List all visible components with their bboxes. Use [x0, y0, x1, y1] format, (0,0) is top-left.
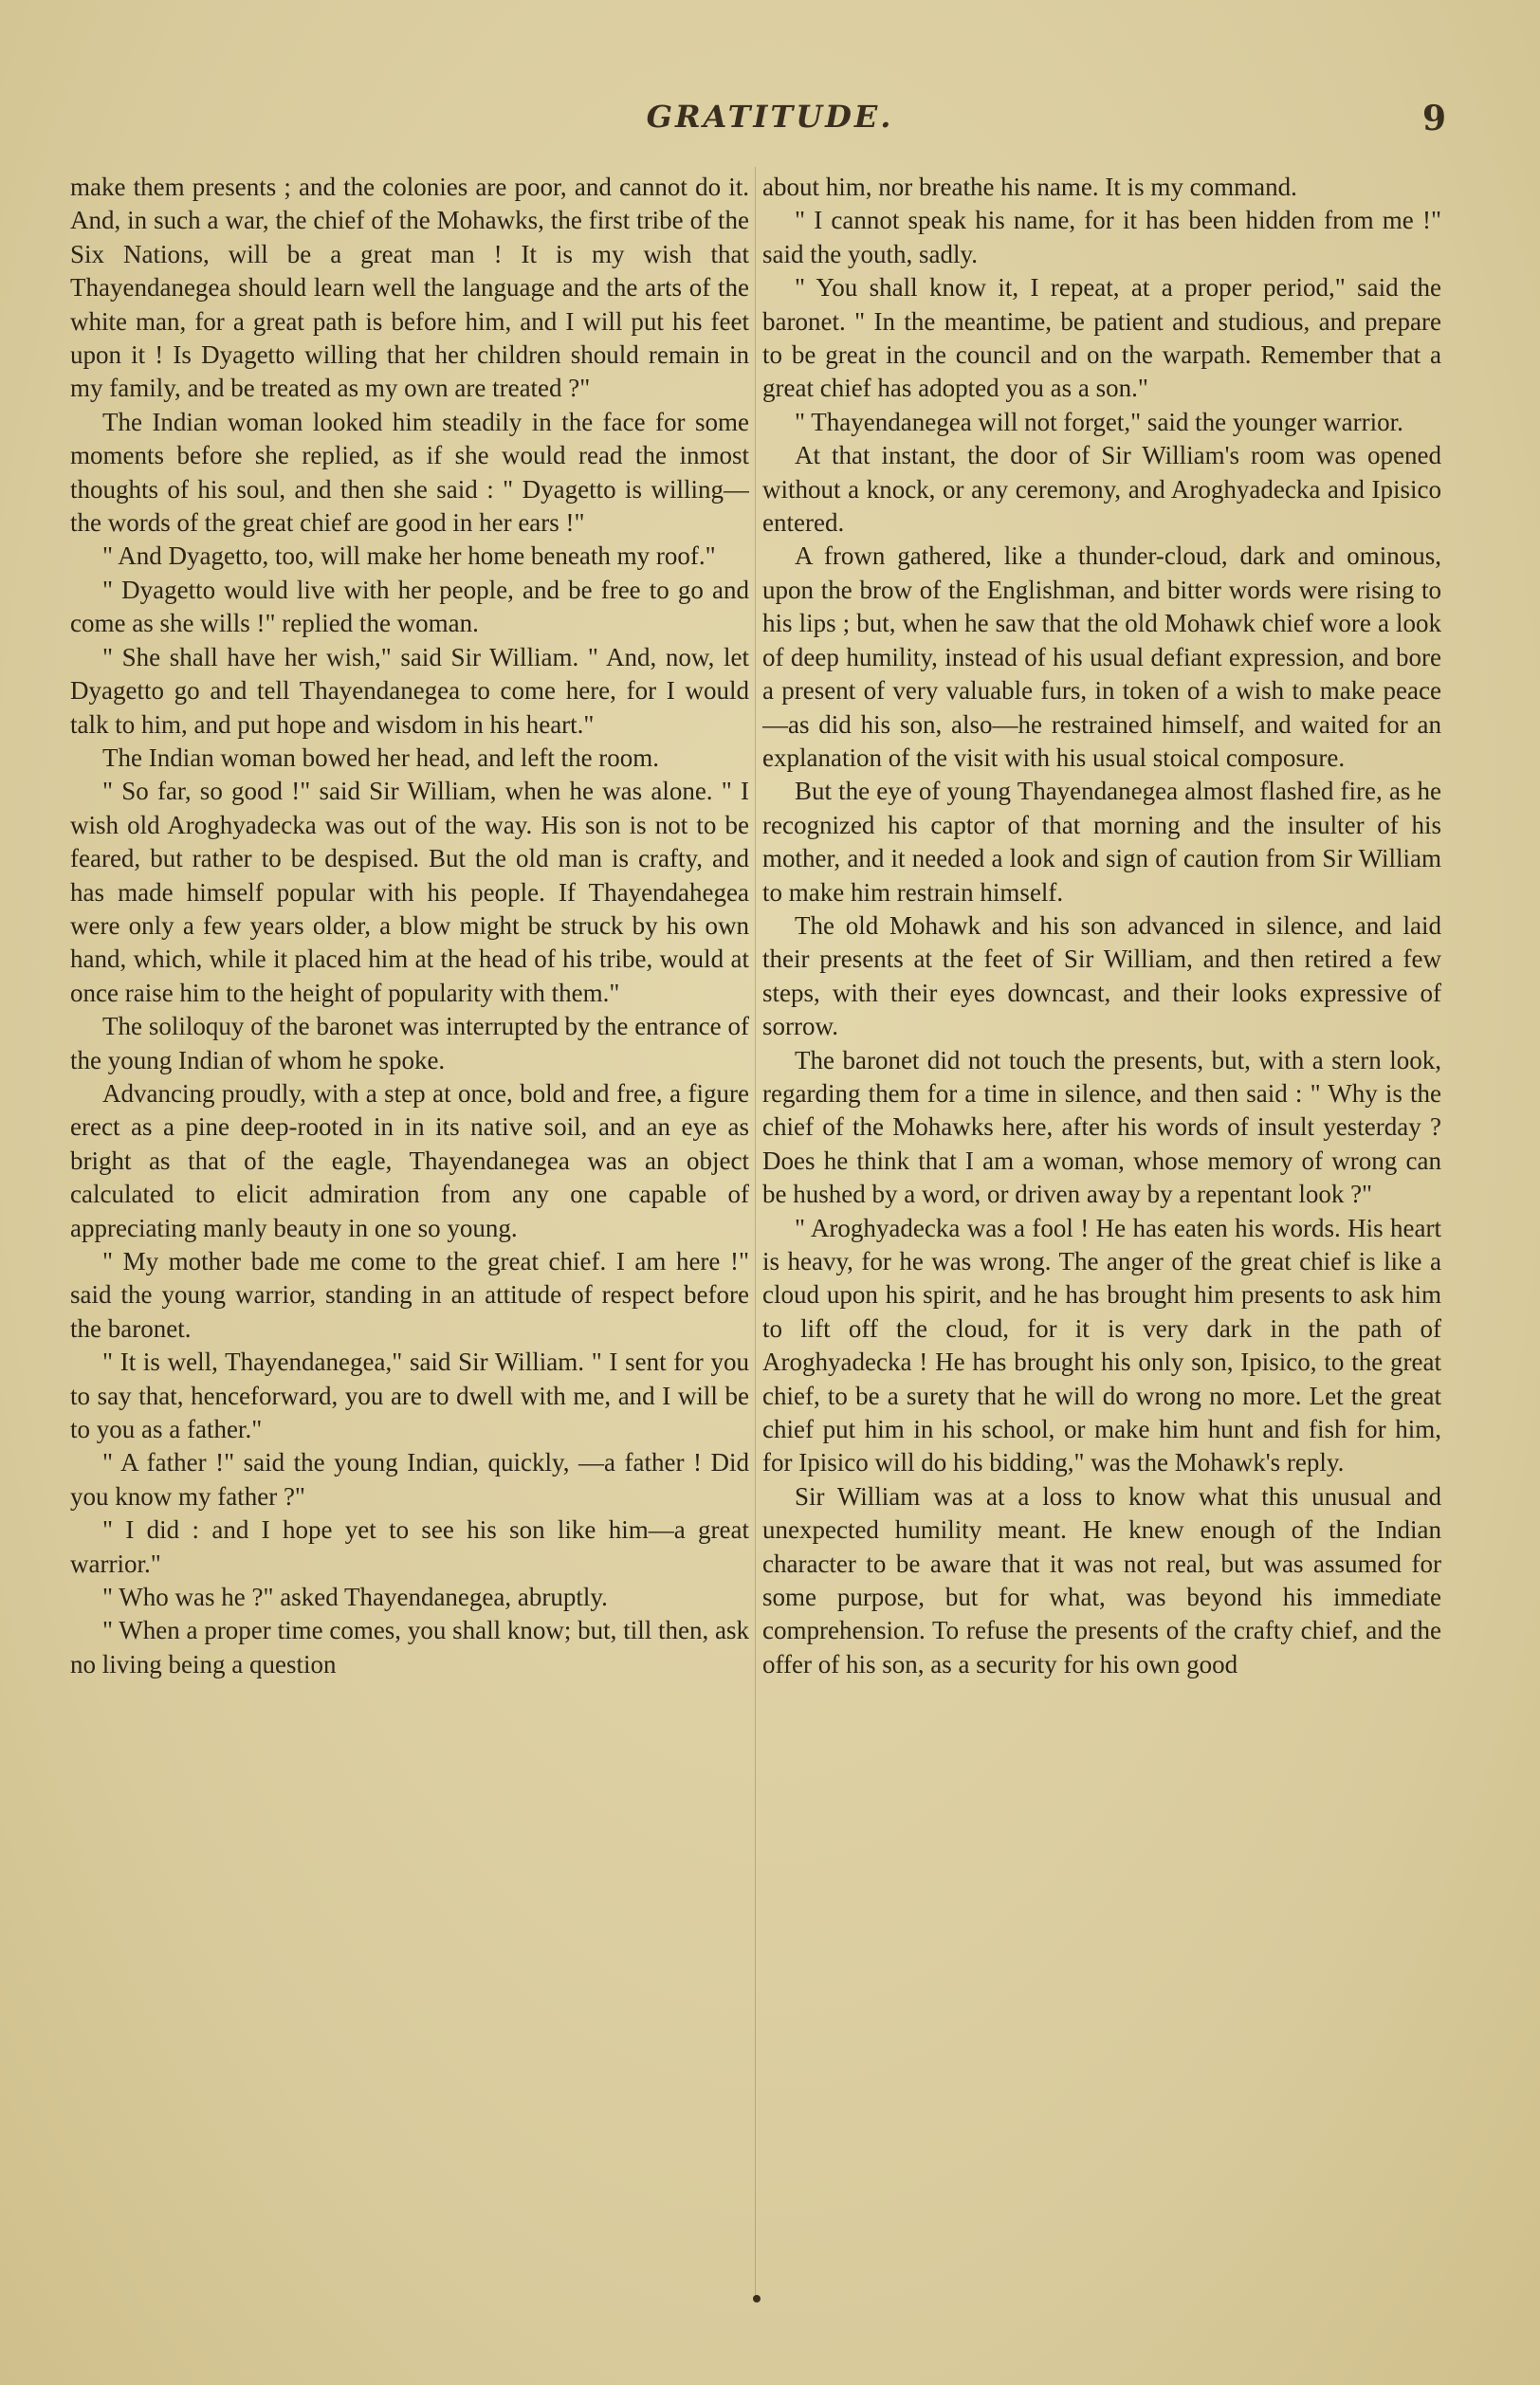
- paragraph: The baronet did not touch the presents, but, with a stern look, regarding them for a time in silence, and then said : " Why is the chief of the Mohawks here, after his words of insult yesterday ? Does he think that I am a woman, whose memory of wrong can be hushed by a word, or driven away by a repentant look ?": [762, 1045, 1441, 1209]
- paragraph: At that instant, the door of Sir William's room was opened without a knock, or any ceremony, and Aroghyadecka and Ipisico entered.: [762, 441, 1441, 538]
- paragraph: " My mother bade me come to the great chief. I am here !" said the young warrior, standing in an attitude of respect before the baronet.: [70, 1247, 749, 1343]
- paragraph: " So far, so good !" said Sir William, when he was alone. " I wish old Aroghyadecka was out of the way. His son is not to be feared, but rather to be despised. But the old man is crafty, and has made himself popular with his people. If Thayendahegea were only a few years older, a blow might be struck by his own hand, which, while it placed him at the head of his tribe, would at once raise him to the height of popularity with them.": [70, 777, 749, 1007]
- paragraph: Sir William was at a loss to know what this unusual and unexpected humility meant. He knew enough of the Indian character to be aware that it was not real, but was assumed for some purpose, but for what, was beyond his immediate comprehension. To refuse the presents of the crafty chief, and the offer of his son, as a security for his own good: [762, 1481, 1441, 1679]
- page-number: 9: [1422, 99, 1447, 138]
- paragraph: The Indian woman bowed her head, and left the room.: [102, 743, 660, 772]
- paragraph: " You shall know it, I repeat, at a proper period," said the baronet. " In the meantime, be patient and studious, and prepare to be great in the council and on the warpath. Remember that a great chief has adopted you as a son.": [762, 273, 1441, 403]
- paragraph: make them presents ; and the colonies are poor, and cannot do it. And, in such a war, the chief of the Mohawks, the first tribe of the Six Nations, will be a great man ! It is my wish that Thayendanegea should learn well the language and the arts of the white man, for a great path is before him, and I will put his feet upon it ! Is Dyagetto willing that her children should remain in my family, and be treated as my own are treated ?": [70, 173, 749, 403]
- paragraph: " And Dyagetto, too, will make her home beneath my roof.": [102, 541, 716, 571]
- paragraph: " Dyagetto would live with her people, and be free to go and come as she wills !" replied the woman.: [70, 575, 749, 638]
- paragraph: about him, nor breathe his name. It is my command.: [762, 173, 1297, 201]
- column-rule: [755, 167, 756, 2301]
- paragraph: The Indian woman looked him steadily in the face for some moments before she replied, as if she would read the inmost thoughts of his soul, and then she said : " Dyagetto is willing— the words of the great chief are good in her ears !": [70, 407, 749, 538]
- footer-mark: [753, 2295, 761, 2302]
- paragraph: Advancing proudly, with a step at once, bold and free, a figure erect as a pine deep-rooted in in its native soil, and an eye as bright as that of the eagle, Thayendanegea was an object calculated to elicit admiration from any one capable of appreciating manly beauty in one so young.: [70, 1078, 749, 1242]
- paragraph: " She shall have her wish," said Sir William. " And, now, let Dyagetto go and tell Thayendanegea to come here, for I would talk to him, and put hope and wisdom in his heart.": [70, 642, 749, 739]
- paragraph: " Who was he ?" asked Thayendanegea, abruptly.: [102, 1583, 608, 1612]
- paragraph: The old Mohawk and his son advanced in silence, and laid their presents at the feet of Sir William, and then retired a few steps, with their eyes downcast, and their looks expressive of sorrow.: [762, 910, 1441, 1041]
- paragraph: " A father !" said the young Indian, quickly, —a father ! Did you know my father ?": [70, 1448, 749, 1511]
- paragraph: But the eye of young Thayendanegea almost flashed fire, as he recognized his captor of that morning and the insulter of his mother, and it needed a look and sign of caution from Sir William to make him restrain himself.: [762, 777, 1441, 907]
- paragraph: " I did : and I hope yet to see his son like him—a great warrior.": [70, 1515, 749, 1578]
- paragraph: The soliloquy of the baronet was interrupted by the entrance of the young Indian of whom he spoke.: [70, 1012, 749, 1074]
- right-column: [762, 171, 1441, 2300]
- paragraph: " I cannot speak his name, for it has been hidden from me !" said the youth, sadly.: [762, 206, 1441, 268]
- paragraph: " When a proper time comes, you shall know; but, till then, ask no living being a question: [70, 1616, 749, 1679]
- paragraph: " Thayendanegea will not forget," said the younger warrior.: [795, 407, 1403, 436]
- paragraph: " Aroghyadecka was a fool ! He has eaten his words. His heart is heavy, for he was wrong. The anger of the great chief is like a cloud upon his spirit, and he has brought him presents to ask him to lift off the cloud, for it is very dark in the path of Aroghyadecka ! He has brought his only son, Ipisico, to the great chief, to be a surety that he will do wrong no more. Let the great chief put him in his school, or make him hunt and fish for him, for Ipisico will do his bidding," was the Mohawk's reply.: [762, 1213, 1441, 1477]
- running-title: GRATITUDE.: [646, 99, 894, 135]
- paragraph: A frown gathered, like a thunder-cloud, dark and ominous, upon the brow of the Englishman, and bitter words were rising to his lips ; but, when he saw that the old Mohawk chief wore a look of deep humility, instead of his usual defiant expression, and bore a present of very valuable furs, in token of a wish to make peace —as did his son, also—he restrained himself, and waited for an explanation of the visit with his usual stoical composure.: [762, 541, 1441, 772]
- left-column: [70, 171, 749, 2300]
- paragraph: " It is well, Thayendanegea," said Sir William. " I sent for you to say that, henceforward, you are to dwell with me, and I will be to you as a father.": [70, 1348, 749, 1444]
